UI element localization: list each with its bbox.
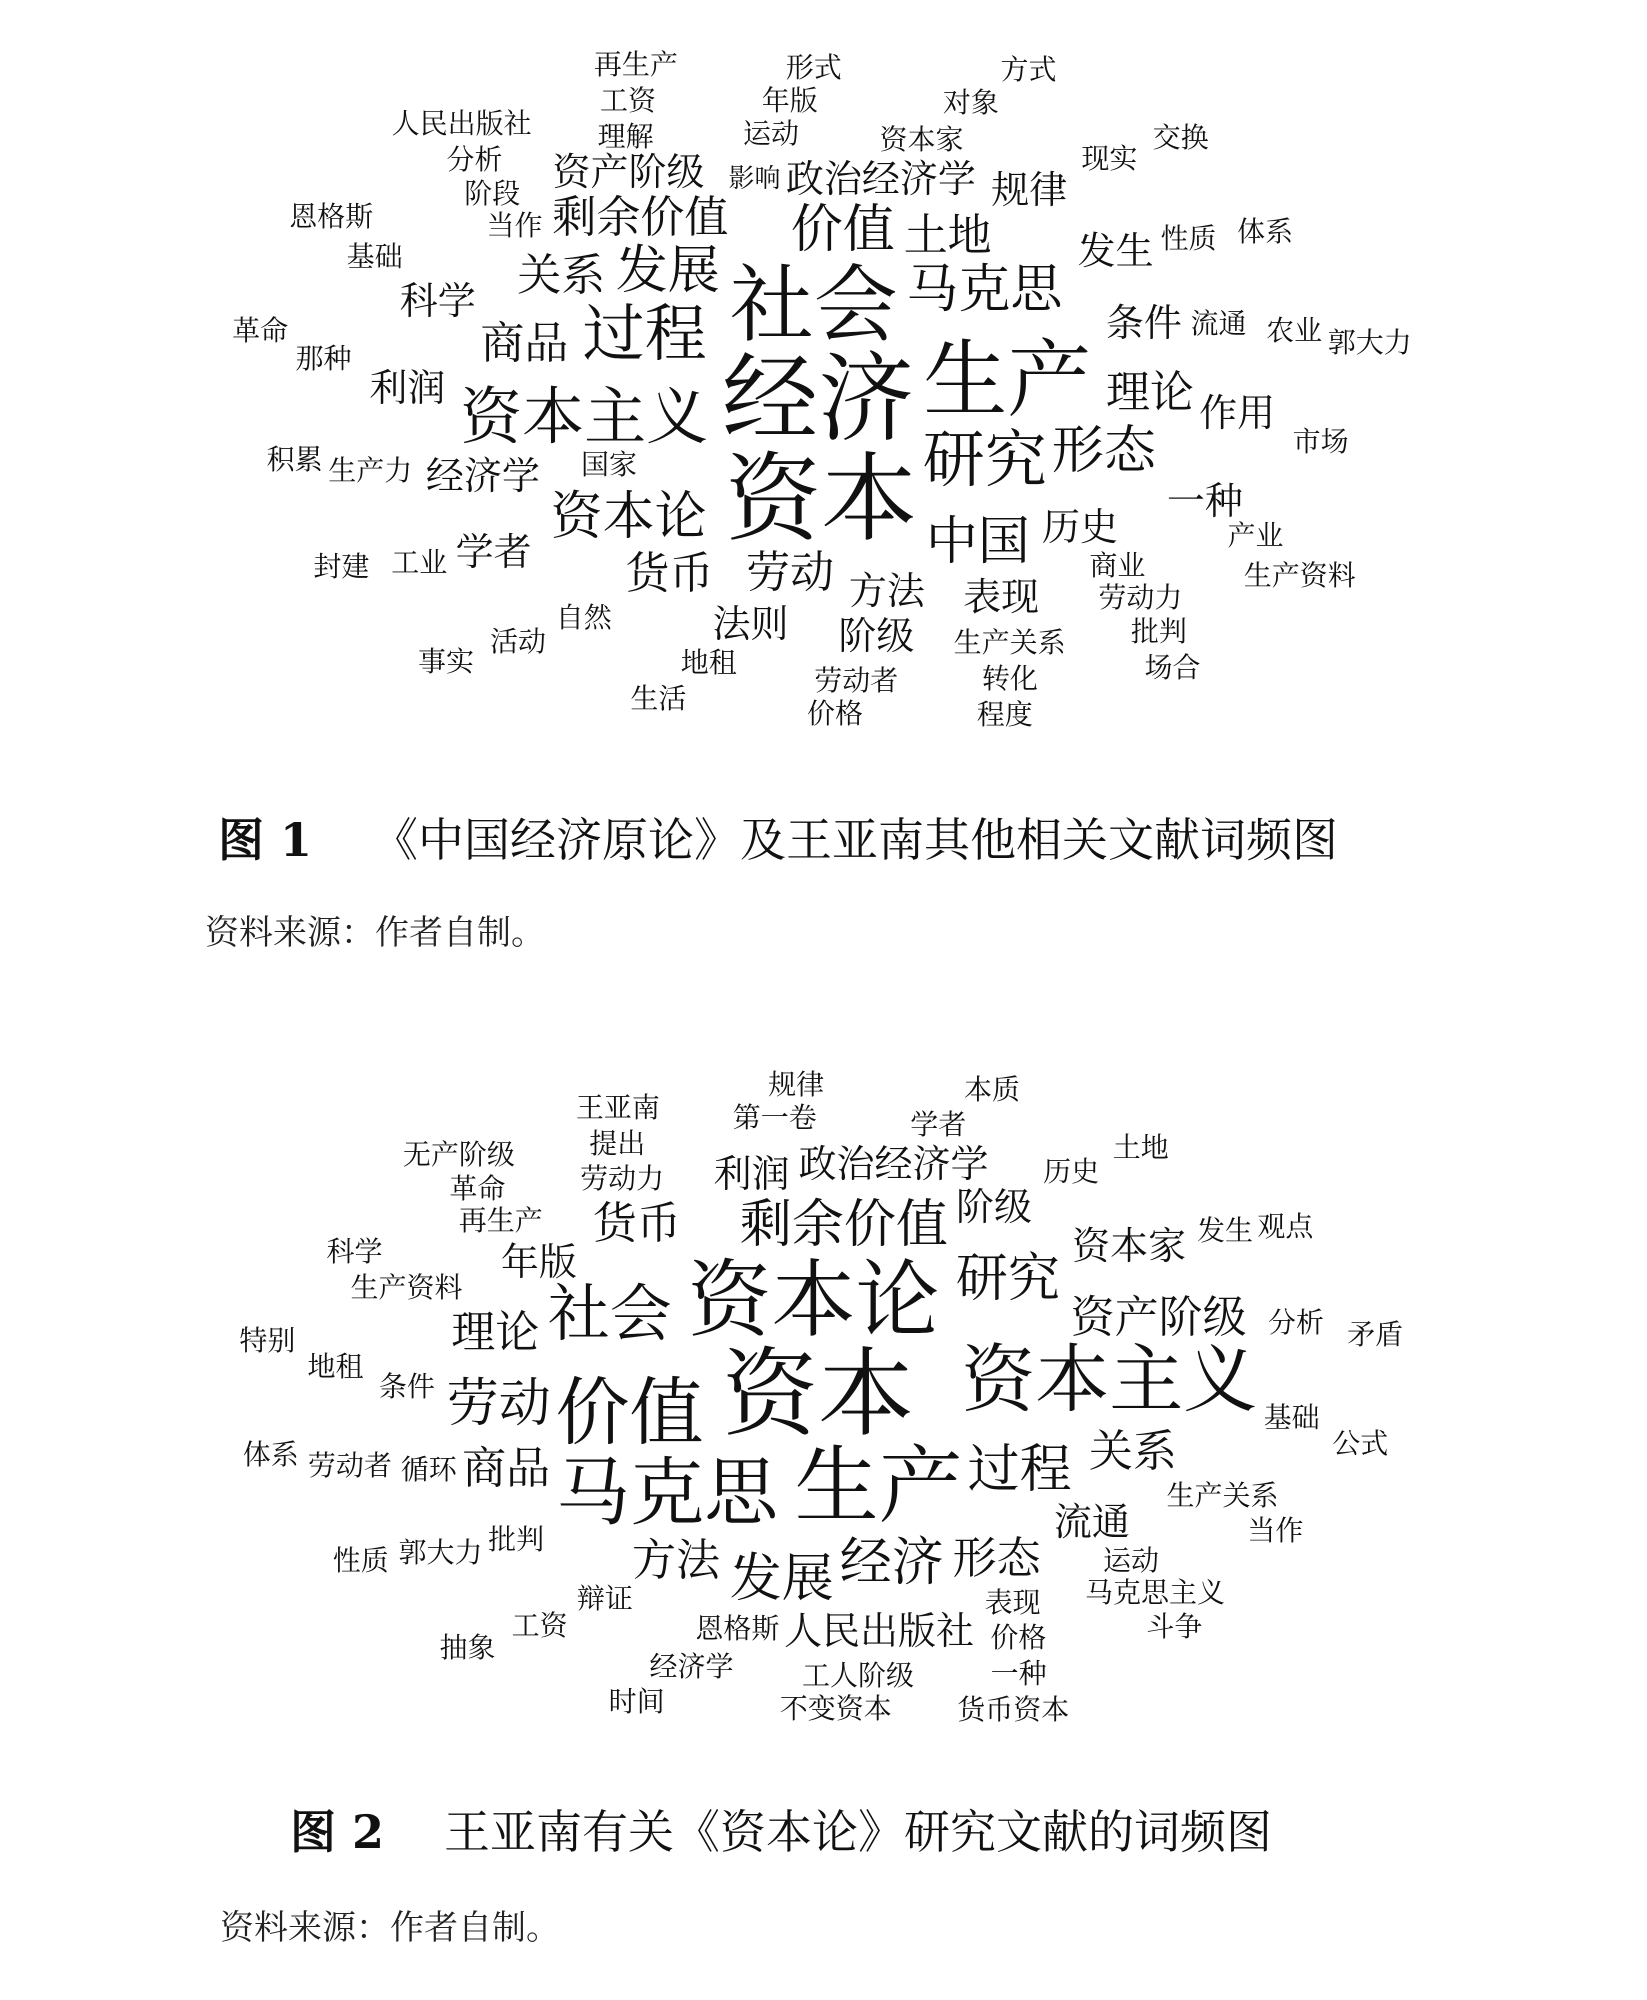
cloud-word: 利润 <box>369 365 446 410</box>
word-cloud-figure-1 <box>0 0 1647 760</box>
cloud-word: 生活 <box>630 681 687 715</box>
cloud-word: 劳动力 <box>1098 581 1183 615</box>
cloud-word: 劳动 <box>446 1374 551 1435</box>
cloud-word: 产业 <box>1227 519 1284 553</box>
cloud-word: 土地 <box>1112 1131 1169 1165</box>
cloud-word: 运动 <box>743 117 800 151</box>
cloud-word: 资本论 <box>550 486 707 547</box>
cloud-word: 分析 <box>446 143 503 177</box>
cloud-word: 公式 <box>1332 1426 1389 1460</box>
cloud-word: 程度 <box>976 697 1033 731</box>
cloud-word: 流通 <box>1190 306 1247 340</box>
cloud-word: 基础 <box>346 240 403 274</box>
cloud-word: 批判 <box>488 1523 545 1557</box>
cloud-word: 土地 <box>903 210 992 262</box>
cloud-word: 理论 <box>1105 366 1194 418</box>
cloud-word: 政治经济学 <box>785 156 976 201</box>
cloud-word: 事实 <box>418 644 475 678</box>
cloud-word: 关系 <box>1088 1425 1177 1477</box>
cloud-word: 过程 <box>582 297 707 371</box>
cloud-word: 马克思 <box>556 1450 779 1537</box>
cloud-word: 革命 <box>232 313 289 347</box>
cloud-word: 生产 <box>794 1437 963 1536</box>
cloud-word: 提出 <box>589 1126 646 1160</box>
cloud-word: 郭大力 <box>1327 326 1412 360</box>
cloud-word: 理解 <box>597 120 654 154</box>
cloud-word: 封建 <box>313 550 370 584</box>
cloud-word: 劳动 <box>746 547 835 599</box>
cloud-word: 资本 <box>722 1338 914 1450</box>
cloud-word: 观点 <box>1257 1209 1314 1243</box>
cloud-word: 货币 <box>625 547 714 599</box>
cloud-word: 工业 <box>391 545 448 579</box>
cloud-word: 郭大力 <box>398 1536 483 1570</box>
cloud-word: 市场 <box>1292 424 1349 458</box>
cloud-word: 生产 <box>923 330 1092 429</box>
cloud-word: 工资 <box>599 84 656 118</box>
cloud-word: 资本论 <box>687 1250 940 1349</box>
cloud-word: 法则 <box>712 602 789 647</box>
cloud-word: 年版 <box>761 83 818 117</box>
cloud-word: 价格 <box>806 696 863 730</box>
cloud-word: 生产关系 <box>1166 1478 1279 1512</box>
cloud-word: 年版 <box>500 1239 577 1284</box>
cloud-word: 科学 <box>399 279 476 324</box>
figure-2-caption <box>290 1796 1272 1862</box>
cloud-word: 生产资料 <box>1243 559 1356 593</box>
cloud-word: 历史 <box>1041 504 1118 549</box>
cloud-word: 表现 <box>984 1586 1041 1620</box>
cloud-word: 斗争 <box>1146 1610 1203 1644</box>
cloud-word: 活动 <box>489 625 546 659</box>
cloud-word: 性质 <box>332 1543 389 1577</box>
cloud-word: 规律 <box>768 1067 825 1101</box>
cloud-word: 资产阶级 <box>1070 1291 1247 1343</box>
cloud-word: 阶段 <box>464 177 521 211</box>
cloud-word: 理论 <box>451 1306 540 1358</box>
cloud-word: 经济学 <box>649 1650 734 1684</box>
cloud-word: 形态 <box>952 1532 1041 1584</box>
cloud-word: 形式 <box>785 50 842 84</box>
cloud-word: 学者 <box>910 1108 967 1142</box>
cloud-word: 历史 <box>1043 1154 1100 1188</box>
cloud-word: 再生产 <box>458 1204 543 1238</box>
cloud-word: 经济 <box>839 1533 944 1594</box>
cloud-word: 现实 <box>1081 141 1138 175</box>
figure-1-title: 《中国经济原论》及王亚南其他相关文献词频图 <box>372 813 1339 867</box>
cloud-word: 国家 <box>581 447 638 481</box>
cloud-word: 辩证 <box>576 1582 633 1616</box>
cloud-word: 第一卷 <box>732 1100 817 1134</box>
cloud-word: 马克思 <box>906 260 1063 321</box>
cloud-word: 抽象 <box>439 1630 496 1664</box>
cloud-word: 人民出版社 <box>784 1608 975 1653</box>
cloud-word: 场合 <box>1144 650 1201 684</box>
cloud-word: 研究 <box>955 1249 1060 1310</box>
cloud-word: 革命 <box>449 1172 506 1206</box>
cloud-word: 方法 <box>631 1534 720 1586</box>
cloud-word: 一种 <box>990 1656 1047 1690</box>
cloud-word: 货币 <box>592 1197 681 1249</box>
cloud-word: 中国 <box>925 512 1030 573</box>
cloud-word: 生产资料 <box>350 1271 463 1305</box>
cloud-word: 商品 <box>462 1443 551 1495</box>
cloud-word: 劳动者 <box>307 1448 392 1482</box>
cloud-word: 社会 <box>729 255 898 354</box>
cloud-word: 批判 <box>1130 615 1187 649</box>
cloud-word: 地租 <box>680 645 737 679</box>
cloud-word: 价值 <box>555 1370 704 1457</box>
cloud-word: 恩格斯 <box>289 199 374 233</box>
cloud-word: 人民出版社 <box>391 107 532 141</box>
figure-1-label: 图 1 <box>218 813 313 867</box>
cloud-word: 经济 <box>722 343 914 455</box>
cloud-word: 表现 <box>963 575 1040 620</box>
cloud-word: 体系 <box>1237 214 1294 248</box>
cloud-word: 对象 <box>942 86 999 120</box>
cloud-word: 价格 <box>990 1621 1047 1655</box>
cloud-word: 当作 <box>1247 1514 1304 1548</box>
cloud-word: 时间 <box>608 1685 665 1719</box>
cloud-word: 规律 <box>991 168 1068 213</box>
cloud-word: 循环 <box>400 1453 457 1487</box>
cloud-word: 性质 <box>1160 221 1217 255</box>
cloud-word: 阶级 <box>956 1185 1033 1230</box>
figure-2-source: 资料来源：作者自制。 <box>220 1908 560 1948</box>
cloud-word: 积累 <box>266 443 323 477</box>
cloud-word: 发展 <box>615 241 720 302</box>
cloud-word: 分析 <box>1267 1306 1324 1340</box>
cloud-word: 科学 <box>326 1235 383 1269</box>
cloud-word: 一种 <box>1166 478 1243 523</box>
cloud-word: 政治经济学 <box>798 1141 989 1186</box>
cloud-word: 作用 <box>1199 390 1276 435</box>
cloud-word: 生产力 <box>328 453 413 487</box>
cloud-word: 方式 <box>1000 53 1057 87</box>
cloud-word: 恩格斯 <box>695 1612 780 1646</box>
cloud-word: 资本主义 <box>460 379 709 453</box>
figure-2-title: 王亚南有关《资本论》研究文献的词频图 <box>444 1805 1273 1859</box>
cloud-word: 基础 <box>1263 1401 1320 1435</box>
cloud-word: 无产阶级 <box>402 1138 515 1172</box>
cloud-word: 地租 <box>307 1349 364 1383</box>
cloud-word: 矛盾 <box>1347 1317 1404 1351</box>
cloud-word: 资本家 <box>1072 1223 1187 1268</box>
cloud-word: 利润 <box>713 1152 790 1197</box>
cloud-word: 商品 <box>480 318 569 370</box>
cloud-word: 马克思主义 <box>1085 1576 1226 1610</box>
cloud-word: 发生 <box>1196 1214 1253 1248</box>
cloud-word: 条件 <box>1105 300 1182 345</box>
cloud-word: 运动 <box>1102 1544 1159 1578</box>
cloud-word: 影响 <box>728 164 781 195</box>
cloud-word: 王亚南 <box>575 1091 660 1125</box>
cloud-word: 阶级 <box>838 613 915 658</box>
cloud-word: 农业 <box>1266 313 1323 347</box>
figure-2-label: 图 2 <box>290 1805 385 1859</box>
cloud-word: 生产关系 <box>953 626 1066 660</box>
cloud-word: 劳动力 <box>580 1161 665 1195</box>
cloud-word: 当作 <box>486 209 543 243</box>
cloud-word: 过程 <box>967 1439 1072 1500</box>
cloud-word: 研究 <box>922 422 1047 496</box>
cloud-word: 那种 <box>295 342 352 376</box>
cloud-word: 形态 <box>1051 420 1156 481</box>
cloud-word: 经济学 <box>425 453 540 498</box>
cloud-word: 发展 <box>729 1548 834 1609</box>
cloud-word: 本质 <box>964 1072 1021 1106</box>
cloud-word: 发生 <box>1077 228 1154 273</box>
figure-1-caption <box>218 804 1338 870</box>
cloud-word: 剩余价值 <box>739 1194 948 1255</box>
cloud-word: 体系 <box>242 1438 299 1472</box>
cloud-word: 流通 <box>1053 1499 1130 1544</box>
cloud-word: 关系 <box>517 249 606 301</box>
cloud-word: 不变资本 <box>779 1691 892 1725</box>
cloud-word: 工资 <box>511 1608 568 1642</box>
cloud-word: 货币资本 <box>957 1692 1070 1726</box>
cloud-word: 资本家 <box>879 122 964 156</box>
cloud-word: 再生产 <box>593 48 678 82</box>
cloud-word: 工人阶级 <box>802 1658 915 1692</box>
cloud-word: 学者 <box>455 530 532 575</box>
cloud-word: 商业 <box>1089 549 1146 583</box>
cloud-word: 自然 <box>555 600 612 634</box>
cloud-word: 交换 <box>1152 121 1209 155</box>
cloud-word: 剩余价值 <box>552 191 729 243</box>
cloud-word: 资本 <box>725 442 918 555</box>
figure-1-source: 资料来源：作者自制。 <box>205 913 545 953</box>
cloud-word: 价值 <box>790 199 895 260</box>
cloud-word: 特别 <box>239 1323 296 1357</box>
cloud-word: 转化 <box>981 661 1038 695</box>
cloud-word: 社会 <box>547 1277 672 1351</box>
cloud-word: 劳动者 <box>814 663 899 697</box>
cloud-word: 条件 <box>378 1370 435 1404</box>
cloud-word: 方法 <box>848 568 925 613</box>
cloud-word: 资本主义 <box>961 1337 1258 1424</box>
cloud-word: 资产阶级 <box>552 150 705 195</box>
word-cloud-figure-2 <box>0 1040 1647 1800</box>
